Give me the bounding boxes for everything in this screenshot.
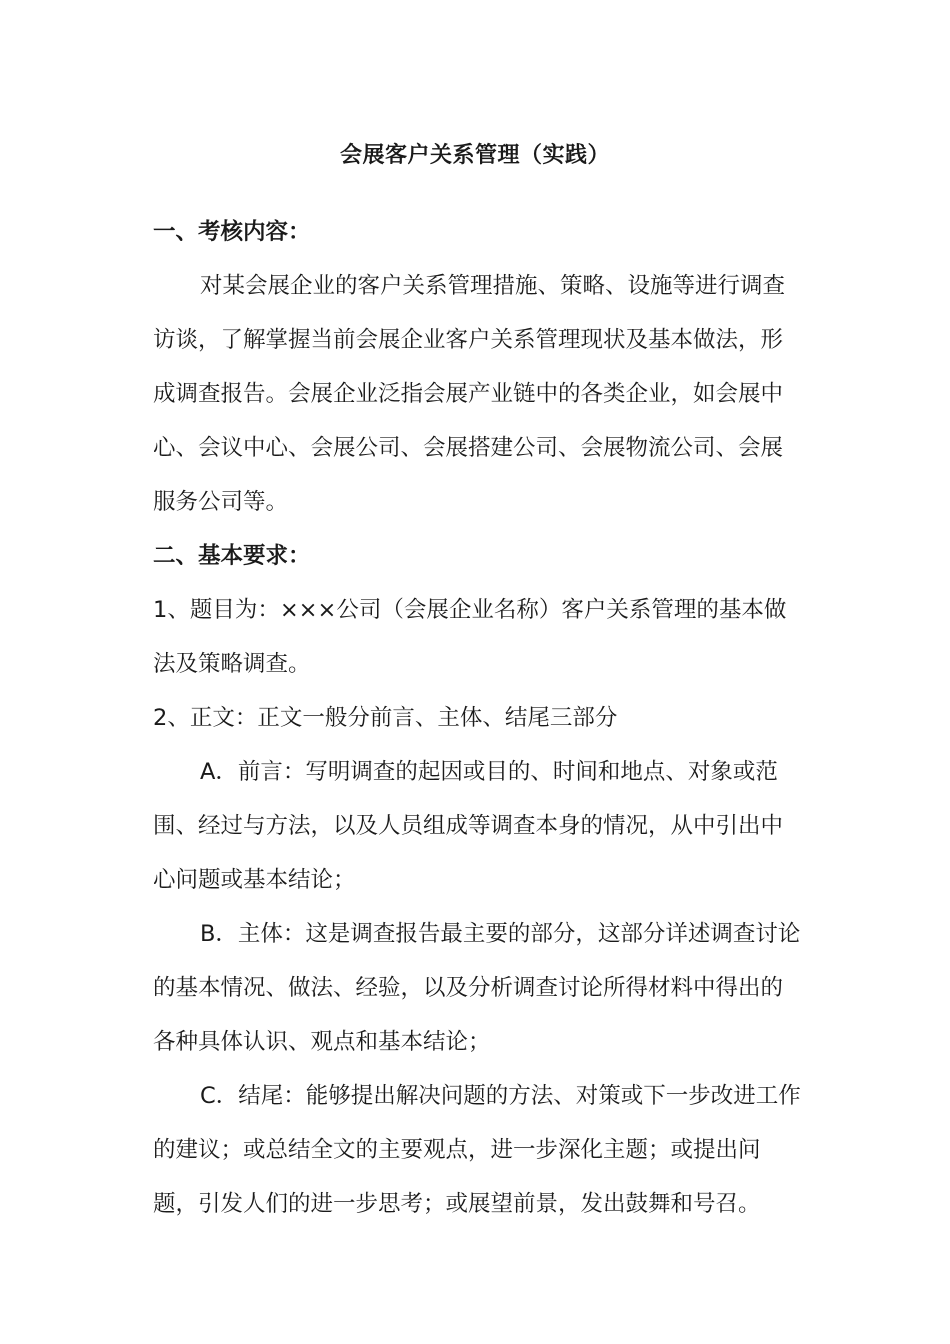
requirement-item-2: 2、正文：正文一般分前言、主体、结尾三部分: [153, 705, 618, 731]
requirement-sub-b: B．主体：这是调查报告最主要的部分，这部分详述调查讨论的基本情况、做法、经验，以及分析调查讨论所得材料中得出的各种具体认识、观点和基本结论；: [153, 921, 801, 1055]
section-heading-assessment: 一、考核内容：: [153, 219, 311, 245]
assessment-paragraph: 对某会展企业的客户关系管理措施、策略、设施等进行调查访谈，了解掌握当前会展企业客户关系管理现状及基本做法，形成调查报告。会展企业泛指会展产业链中的各类企业，如会展中心、会议中心、会展公司、会展搭建公司、会展物流公司、会展服务公司等。: [153, 273, 786, 515]
document-body: [153, 205, 803, 1231]
section-heading-requirements: 二、基本要求：: [153, 543, 311, 569]
requirement-sub-a: A．前言：写明调查的起因或目的、时间和地点、对象或范围、经过与方法，以及人员组成等调查本身的情况，从中引出中心问题或基本结论；: [153, 759, 784, 893]
requirement-item-1: 1、题目为：×××公司（会展企业名称）客户关系管理的基本做法及策略调查。: [153, 597, 787, 677]
requirement-sub-c: C．结尾：能够提出解决问题的方法、对策或下一步改进工作的建议；或总结全文的主要观点，进一步深化主题；或提出问题，引发人们的进一步思考；或展望前景，发出鼓舞和号召。: [153, 1083, 801, 1217]
document-title: 会展客户关系管理（实践）: [339, 143, 610, 168]
